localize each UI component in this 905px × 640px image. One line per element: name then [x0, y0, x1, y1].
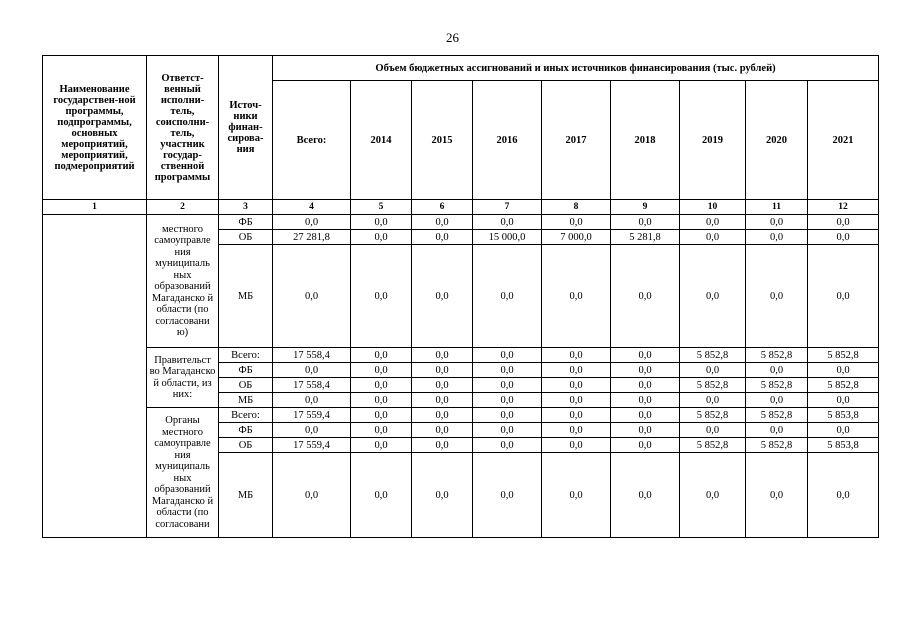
- column-numbers-row: [43, 200, 879, 215]
- amount-cell: 15 000,0: [473, 230, 542, 245]
- column-number: 7: [473, 200, 542, 215]
- amount-cell: 0,0: [680, 393, 746, 408]
- amount-cell: 0,0: [473, 348, 542, 363]
- amount-cell: 0,0: [273, 423, 351, 438]
- column-number: 1: [43, 200, 147, 215]
- amount-cell: 5 852,8: [746, 438, 808, 453]
- amount-cell: 0,0: [611, 453, 680, 538]
- amount-cell: 0,0: [412, 363, 473, 378]
- amount-cell: 0,0: [680, 215, 746, 230]
- amount-cell: 0,0: [351, 438, 412, 453]
- amount-cell: 0,0: [412, 378, 473, 393]
- responsible-cell: местного самоуправле ния муниципаль ных образований Магаданско й области (по согласовани ю): [147, 215, 219, 348]
- amount-cell: 0,0: [680, 453, 746, 538]
- amount-cell: 0,0: [611, 408, 680, 423]
- amount-cell: 5 853,8: [808, 408, 879, 423]
- amount-cell: 0,0: [746, 215, 808, 230]
- amount-cell: 0,0: [542, 348, 611, 363]
- funding-source-cell: МБ: [219, 393, 273, 408]
- amount-cell: 0,0: [611, 393, 680, 408]
- amount-cell: 0,0: [680, 245, 746, 348]
- amount-cell: 0,0: [746, 230, 808, 245]
- amount-cell: 0,0: [412, 215, 473, 230]
- amount-cell: 0,0: [273, 393, 351, 408]
- header-responsible: Ответст-венный исполни-тель, соисполни-тель, участник государ-ственной программы: [147, 56, 219, 200]
- amount-cell: 0,0: [746, 453, 808, 538]
- amount-cell: 0,0: [542, 215, 611, 230]
- amount-cell: 0,0: [611, 215, 680, 230]
- amount-cell: 0,0: [351, 348, 412, 363]
- table-row: [43, 348, 879, 363]
- amount-cell: 0,0: [808, 230, 879, 245]
- amount-cell: 0,0: [680, 423, 746, 438]
- amount-cell: 5 852,8: [680, 348, 746, 363]
- column-number: 9: [611, 200, 680, 215]
- amount-cell: 5 852,8: [680, 378, 746, 393]
- amount-cell: 17 559,4: [273, 438, 351, 453]
- header-year: 2016: [473, 81, 542, 200]
- funding-source-cell: МБ: [219, 453, 273, 538]
- amount-cell: 0,0: [611, 438, 680, 453]
- header-year: 2017: [542, 81, 611, 200]
- amount-cell: 5 852,8: [746, 378, 808, 393]
- responsible-cell: Правительст во Магаданско й области, из них:: [147, 348, 219, 408]
- amount-cell: 0,0: [542, 408, 611, 423]
- amount-cell: 0,0: [351, 378, 412, 393]
- amount-cell: 0,0: [412, 230, 473, 245]
- header-source: Источ-ники финан-сирова-ния: [219, 56, 273, 200]
- amount-cell: 5 852,8: [808, 348, 879, 363]
- funding-source-cell: ОБ: [219, 438, 273, 453]
- amount-cell: 0,0: [542, 378, 611, 393]
- amount-cell: 0,0: [611, 423, 680, 438]
- amount-cell: 0,0: [746, 245, 808, 348]
- responsible-cell: Органы местного самоуправле ния муниципаль ных образований Магаданско й области (по согласовани: [147, 408, 219, 538]
- column-number: 4: [273, 200, 351, 215]
- amount-cell: 0,0: [412, 423, 473, 438]
- amount-cell: 17 558,4: [273, 378, 351, 393]
- amount-cell: 0,0: [351, 408, 412, 423]
- amount-cell: 0,0: [473, 215, 542, 230]
- amount-cell: 0,0: [746, 363, 808, 378]
- amount-cell: 5 281,8: [611, 230, 680, 245]
- budget-table-body: [43, 215, 879, 538]
- column-number: 11: [746, 200, 808, 215]
- header-year: 2014: [351, 81, 412, 200]
- amount-cell: 0,0: [473, 453, 542, 538]
- column-number: 6: [412, 200, 473, 215]
- funding-source-cell: ОБ: [219, 378, 273, 393]
- amount-cell: 0,0: [680, 230, 746, 245]
- amount-cell: 0,0: [351, 215, 412, 230]
- amount-cell: 0,0: [273, 215, 351, 230]
- amount-cell: 5 852,8: [746, 408, 808, 423]
- amount-cell: 17 559,4: [273, 408, 351, 423]
- amount-cell: 0,0: [808, 245, 879, 348]
- amount-cell: 0,0: [473, 363, 542, 378]
- funding-source-cell: ФБ: [219, 215, 273, 230]
- program-name-cell: [43, 215, 147, 538]
- amount-cell: 0,0: [611, 348, 680, 363]
- amount-cell: 0,0: [808, 453, 879, 538]
- amount-cell: 0,0: [611, 245, 680, 348]
- amount-cell: 0,0: [680, 363, 746, 378]
- header-year: Всего:: [273, 81, 351, 200]
- amount-cell: 0,0: [351, 423, 412, 438]
- amount-cell: 5 852,8: [680, 438, 746, 453]
- amount-cell: 0,0: [351, 230, 412, 245]
- amount-cell: 5 852,8: [680, 408, 746, 423]
- amount-cell: 0,0: [473, 245, 542, 348]
- amount-cell: 0,0: [746, 393, 808, 408]
- column-number: 12: [808, 200, 879, 215]
- amount-cell: 0,0: [473, 438, 542, 453]
- budget-table: [42, 55, 879, 538]
- amount-cell: 17 558,4: [273, 348, 351, 363]
- header-year: 2015: [412, 81, 473, 200]
- amount-cell: 0,0: [542, 453, 611, 538]
- amount-cell: 0,0: [611, 363, 680, 378]
- funding-source-cell: ФБ: [219, 363, 273, 378]
- amount-cell: 0,0: [808, 215, 879, 230]
- header-volume: Объем бюджетных ассигнований и иных источников финансирования (тыс. рублей): [273, 56, 879, 81]
- column-number: 8: [542, 200, 611, 215]
- amount-cell: 0,0: [351, 363, 412, 378]
- amount-cell: 0,0: [542, 393, 611, 408]
- funding-source-cell: МБ: [219, 245, 273, 348]
- amount-cell: 0,0: [473, 393, 542, 408]
- amount-cell: 0,0: [808, 423, 879, 438]
- amount-cell: 5 852,8: [746, 348, 808, 363]
- header-year: 2021: [808, 81, 879, 200]
- header-year: 2020: [746, 81, 808, 200]
- amount-cell: 0,0: [273, 363, 351, 378]
- amount-cell: 0,0: [412, 245, 473, 348]
- table-row: [43, 215, 879, 230]
- page-number: 26: [446, 30, 459, 45]
- amount-cell: 0,0: [351, 245, 412, 348]
- amount-cell: 0,0: [273, 245, 351, 348]
- amount-cell: 0,0: [351, 393, 412, 408]
- header-year: 2018: [611, 81, 680, 200]
- header-name: Наименование государствен-ной программы, подпрограммы, основных мероприятий, мероприятий, подмероприятий: [43, 56, 147, 200]
- funding-source-cell: ФБ: [219, 423, 273, 438]
- amount-cell: 5 852,8: [808, 378, 879, 393]
- amount-cell: 27 281,8: [273, 230, 351, 245]
- amount-cell: 0,0: [473, 378, 542, 393]
- amount-cell: 0,0: [412, 453, 473, 538]
- amount-cell: 0,0: [273, 453, 351, 538]
- header-year: 2019: [680, 81, 746, 200]
- amount-cell: 0,0: [351, 453, 412, 538]
- amount-cell: 0,0: [808, 363, 879, 378]
- column-number: 2: [147, 200, 219, 215]
- amount-cell: 0,0: [746, 423, 808, 438]
- amount-cell: 0,0: [542, 438, 611, 453]
- amount-cell: 0,0: [473, 423, 542, 438]
- amount-cell: 0,0: [473, 408, 542, 423]
- amount-cell: 5 853,8: [808, 438, 879, 453]
- amount-cell: 0,0: [542, 363, 611, 378]
- amount-cell: 0,0: [412, 408, 473, 423]
- column-number: 3: [219, 200, 273, 215]
- funding-source-cell: ОБ: [219, 230, 273, 245]
- amount-cell: 0,0: [412, 438, 473, 453]
- funding-source-cell: Всего:: [219, 408, 273, 423]
- funding-source-cell: Всего:: [219, 348, 273, 363]
- amount-cell: 0,0: [611, 378, 680, 393]
- amount-cell: 0,0: [412, 393, 473, 408]
- column-number: 10: [680, 200, 746, 215]
- amount-cell: 7 000,0: [542, 230, 611, 245]
- amount-cell: 0,0: [412, 348, 473, 363]
- amount-cell: 0,0: [808, 393, 879, 408]
- table-row: [43, 408, 879, 423]
- column-number: 5: [351, 200, 412, 215]
- amount-cell: 0,0: [542, 245, 611, 348]
- amount-cell: 0,0: [542, 423, 611, 438]
